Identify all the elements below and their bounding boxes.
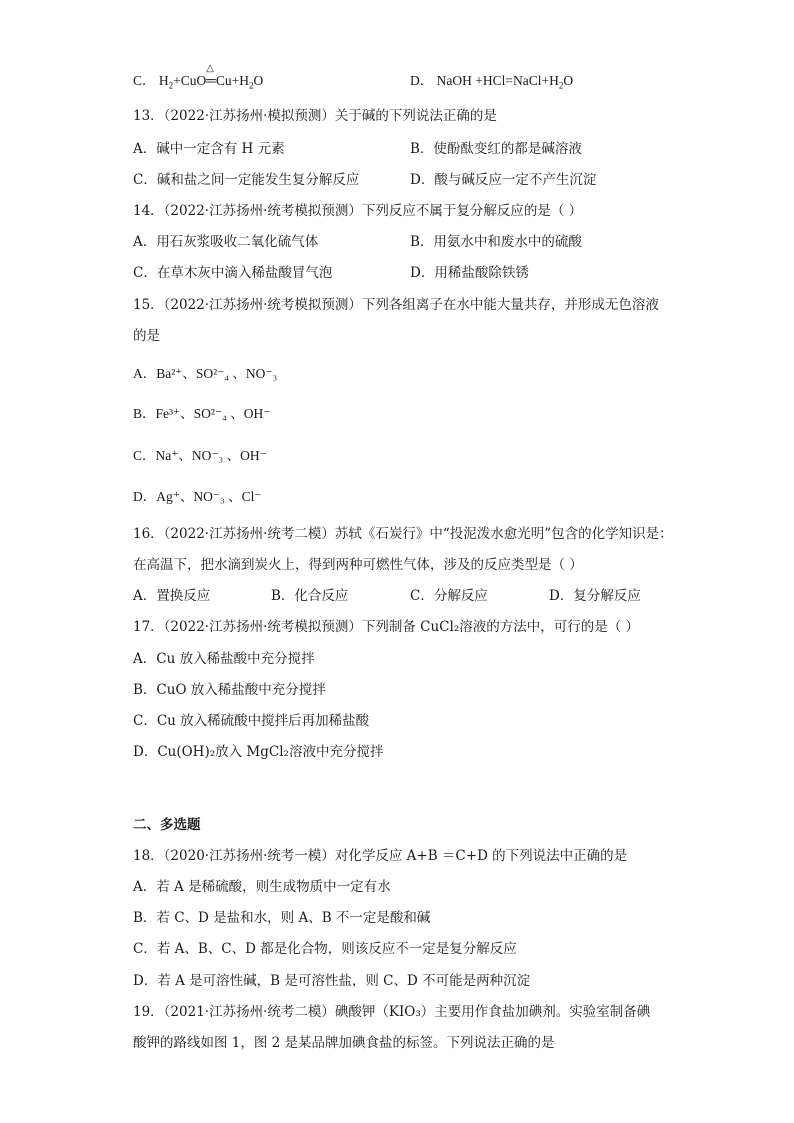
- q13-stem: 13．（2022·江苏扬州·模拟预测）关于碱的下列说法正确的是: [133, 108, 497, 124]
- q12-option-d: [410, 72, 573, 95]
- q16-option-b: B．化合反应: [271, 588, 349, 604]
- q16-option-a: A．置换反应: [133, 588, 211, 604]
- q12-d-end: O: [563, 73, 574, 88]
- q15-option-c: C．Na⁺、NO⁻₃ 、OH⁻: [133, 448, 267, 463]
- q18-option-a: A．若 A 是稀硫酸，则生成物质中一定有水: [133, 879, 391, 895]
- q17-stem: 17．（2022·江苏扬州·统考模拟预测）下列制备 CuCl₂溶液的方法中，可行的是（ ）: [133, 619, 640, 635]
- q14-option-c: C．在草木灰中滴入稀盐酸冒气泡: [133, 265, 333, 281]
- q14-option-b: B．用氨水中和废水中的硫酸: [410, 234, 582, 250]
- q12-c-sub2: 2: [248, 80, 254, 91]
- q18-option-c: C．若 A、B、C、D 都是化合物，则该反应不一定是复分解反应: [133, 941, 517, 957]
- q16-stem-line1: 16．（2022·江苏扬州·统考二模）苏轼《石炭行》中“投泥泼水愈光明”包含的化学知识是：: [133, 526, 673, 542]
- q12-d-text: NaOH +HCl=NaCl+H: [436, 73, 559, 88]
- q12-c-heat-condition: [206, 63, 216, 90]
- q17-option-a: A．Cu 放入稀盐酸中充分搅拌: [133, 651, 315, 667]
- q12-c-equals: ═: [206, 73, 216, 88]
- q16-stem-line2: 在高温下，把水滴到炭火上，得到两种可燃性气体，涉及的反应类型是（ ）: [133, 557, 583, 573]
- q13-option-c: C．碱和盐之间一定能发生复分解反应: [133, 172, 360, 188]
- q15-stem-line2: 的是: [133, 328, 160, 344]
- q12-c-h: H: [158, 73, 169, 88]
- q19-stem-line2: 酸钾的路线如图 1，图 2 是某品牌加碘食盐的标签。下列说法正确的是: [133, 1035, 555, 1051]
- q14-stem: 14．（2022·江苏扬州·统考模拟预测）下列反应不属于复分解反应的是（ ）: [133, 203, 583, 219]
- q12-d-sub: 2: [558, 80, 564, 91]
- delta-icon: △: [206, 63, 214, 74]
- q12-option-c-label: C．: [133, 73, 156, 88]
- q14-option-d: D．用稀盐酸除铁锈: [410, 265, 529, 281]
- q14-option-a: A．用石灰浆吸收二氧化硫气体: [133, 234, 319, 250]
- q12-option-d-label: D．: [410, 73, 434, 88]
- q12-c-o: O: [253, 73, 264, 88]
- q15-option-b: B．Fe³⁺、SO²⁻₄ 、OH⁻: [133, 406, 271, 421]
- section-title-multiple-choice: 二、多选题: [133, 817, 201, 833]
- q18-option-b: B．若 C、D 是盐和水，则 A、B 不一定是酸和碱: [133, 910, 431, 926]
- q17-option-d: D．Cu(OH)₂放入 MgCl₂溶液中充分搅拌: [133, 744, 384, 760]
- q13-option-d: D．酸与碱反应一定不产生沉淀: [410, 172, 597, 188]
- q12-c-cuo: +CuO: [173, 73, 207, 88]
- q13-option-a: A．碱中一定含有 H 元素: [133, 141, 285, 157]
- q17-option-b: B．CuO 放入稀盐酸中充分搅拌: [133, 682, 326, 698]
- q18-option-d: D．若 A 是可溶性碱，B 是可溶性盐，则 C、D 不可能是两种沉淀: [133, 973, 531, 989]
- q15-stem-line1: 15．（2022·江苏扬州·统考模拟预测）下列各组离子在水中能大量共存，并形成无色溶液: [133, 297, 659, 313]
- q12-c-cuh: Cu+H: [215, 73, 249, 88]
- q16-option-d: D．复分解反应: [549, 588, 641, 604]
- q16-option-c: C．分解反应: [410, 588, 488, 604]
- q15-option-d: D．Ag⁺、NO⁻₃ 、Cl⁻: [133, 489, 262, 504]
- q13-option-b: B．使酚酞变红的都是碱溶液: [410, 141, 582, 157]
- q19-stem-line1: 19．（2021·江苏扬州·统考二模）碘酸钾（KIO₃）主要用作食盐加碘剂。实验室制备碘: [133, 1004, 651, 1020]
- q12-option-c: [133, 63, 264, 95]
- q17-option-c: C．Cu 放入稀硫酸中搅拌后再加稀盐酸: [133, 713, 370, 729]
- q12-c-sub1: 2: [168, 80, 174, 91]
- q18-stem: 18．（2020·江苏扬州·统考一模）对化学反应 A+B ＝C+D 的下列说法中正确的是: [133, 848, 628, 864]
- q15-option-a: A．Ba²⁺、SO²⁻₄ 、NO⁻₃: [133, 366, 278, 381]
